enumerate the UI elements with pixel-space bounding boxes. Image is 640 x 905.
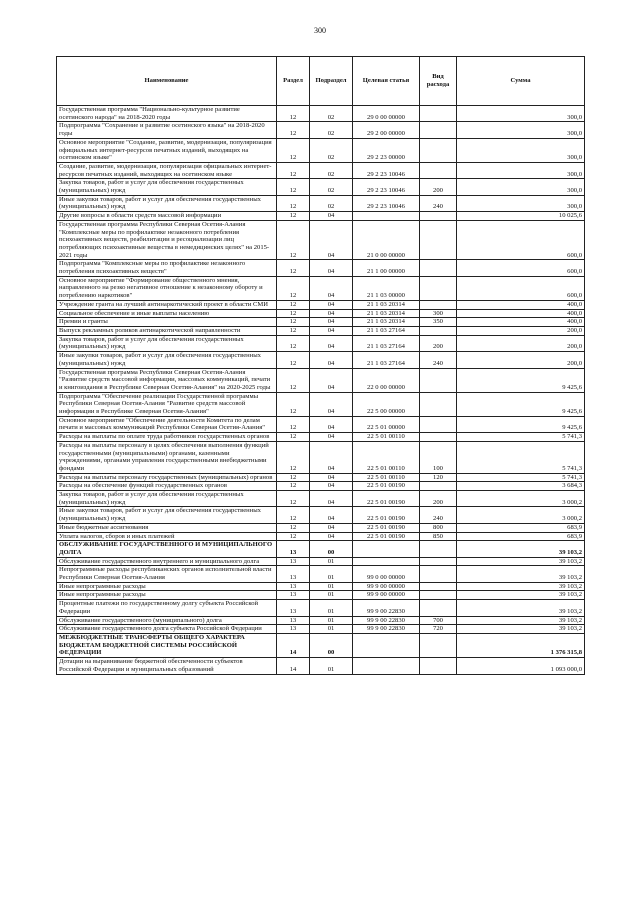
header-vid: Вид расхода bbox=[420, 57, 457, 106]
row-name: Дотации на выравнивание бюджетной обеспеченности субъектов Российской Федерации и муниципальных образований bbox=[57, 658, 277, 674]
row-razdel: 12 bbox=[277, 309, 310, 318]
row-razdel: 13 bbox=[277, 541, 310, 557]
row-name: Создание, развитие, модернизация, популяризация официальных интернет-ресурсов печатных изданий, выходящих на осетинском языке bbox=[57, 162, 277, 178]
header-razdel: Раздел bbox=[277, 57, 310, 106]
row-podrazdel: 04 bbox=[310, 523, 353, 532]
row-podrazdel: 04 bbox=[310, 491, 353, 507]
row-name: Закупка товаров, работ и услуг для обеспечения государственных (муниципальных) нужд bbox=[57, 179, 277, 195]
row-sum: 200,0 bbox=[457, 352, 585, 368]
row-vid bbox=[420, 276, 457, 300]
row-podrazdel: 01 bbox=[310, 625, 353, 634]
row-razdel: 12 bbox=[277, 300, 310, 309]
row-sum: 300,0 bbox=[457, 122, 585, 138]
table-row bbox=[57, 138, 585, 162]
row-name: Подпрограмма "Комплексные меры по профилактике незаконного потребления психоактивных веществ" bbox=[57, 260, 277, 276]
row-target: 29 2 23 00000 bbox=[353, 138, 420, 162]
row-vid: 800 bbox=[420, 523, 457, 532]
row-sum: 400,0 bbox=[457, 300, 585, 309]
row-razdel: 12 bbox=[277, 260, 310, 276]
row-vid bbox=[420, 658, 457, 674]
row-podrazdel: 01 bbox=[310, 658, 353, 674]
row-vid: 300 bbox=[420, 309, 457, 318]
header-podrazdel: Подраздел bbox=[310, 57, 353, 106]
row-razdel: 12 bbox=[277, 335, 310, 351]
row-name: Расходы на выплаты по оплате труда работников государственных органов bbox=[57, 433, 277, 442]
row-razdel: 12 bbox=[277, 326, 310, 335]
row-sum: 400,0 bbox=[457, 309, 585, 318]
page-number: 300 bbox=[314, 26, 326, 35]
row-razdel: 13 bbox=[277, 625, 310, 634]
row-podrazdel: 04 bbox=[310, 507, 353, 523]
row-target bbox=[353, 634, 420, 658]
table-row bbox=[57, 309, 585, 318]
row-target: 21 1 03 00000 bbox=[353, 276, 420, 300]
table-row bbox=[57, 220, 585, 260]
row-name: Основное мероприятие "Создание, развитие, модернизация, популяризация официальных интернет-ресурсов печатных изданий, выходящих на осетинском языке" bbox=[57, 138, 277, 162]
row-target: 21 1 03 20314 bbox=[353, 309, 420, 318]
row-podrazdel: 04 bbox=[310, 433, 353, 442]
row-podrazdel: 04 bbox=[310, 326, 353, 335]
row-name: Непрограммные расходы республиканских органов исполнительной власти Республики Северная Осетия-Алания bbox=[57, 566, 277, 582]
row-sum: 200,0 bbox=[457, 335, 585, 351]
row-podrazdel: 04 bbox=[310, 352, 353, 368]
row-target: 21 1 03 20314 bbox=[353, 318, 420, 327]
row-vid: 240 bbox=[420, 507, 457, 523]
row-sum: 5 741,3 bbox=[457, 473, 585, 482]
row-sum: 5 741,3 bbox=[457, 433, 585, 442]
row-podrazdel: 04 bbox=[310, 392, 353, 416]
row-vid bbox=[420, 566, 457, 582]
row-sum: 300,0 bbox=[457, 106, 585, 122]
row-razdel: 12 bbox=[277, 416, 310, 432]
table-row bbox=[57, 482, 585, 491]
row-sum: 10 025,6 bbox=[457, 212, 585, 221]
row-name: Государственная программа Республики Северная Осетия-Алания "Развитие средств массовой информации, массовых коммуникаций, печати и книгоиздания в Республике Северная Осетия-Алания" на 2020-2025 годы bbox=[57, 368, 277, 392]
row-name: Другие вопросы в области средств массовой информации bbox=[57, 212, 277, 221]
row-target: 21 1 03 27164 bbox=[353, 335, 420, 351]
row-sum: 39 103,2 bbox=[457, 600, 585, 616]
row-razdel: 12 bbox=[277, 352, 310, 368]
table-row bbox=[57, 616, 585, 625]
row-razdel: 12 bbox=[277, 162, 310, 178]
row-sum: 1 376 315,8 bbox=[457, 634, 585, 658]
row-razdel: 12 bbox=[277, 491, 310, 507]
row-vid: 240 bbox=[420, 352, 457, 368]
row-razdel: 12 bbox=[277, 212, 310, 221]
row-razdel: 14 bbox=[277, 634, 310, 658]
row-podrazdel: 02 bbox=[310, 162, 353, 178]
row-vid bbox=[420, 433, 457, 442]
row-podrazdel: 04 bbox=[310, 441, 353, 473]
row-target: 99 9 00 22830 bbox=[353, 616, 420, 625]
header-target: Целевая статья bbox=[353, 57, 420, 106]
row-name: Расходы на обеспечение функций государственных органов bbox=[57, 482, 277, 491]
row-vid bbox=[420, 591, 457, 600]
header-sum: Сумма bbox=[457, 57, 585, 106]
row-razdel: 13 bbox=[277, 591, 310, 600]
row-target: 22 5 01 00000 bbox=[353, 416, 420, 432]
row-podrazdel: 02 bbox=[310, 195, 353, 211]
table-row bbox=[57, 591, 585, 600]
row-razdel: 14 bbox=[277, 658, 310, 674]
row-sum: 9 425,6 bbox=[457, 392, 585, 416]
row-sum: 300,0 bbox=[457, 138, 585, 162]
row-target: 22 5 01 00110 bbox=[353, 473, 420, 482]
row-razdel: 12 bbox=[277, 195, 310, 211]
table-row bbox=[57, 532, 585, 541]
row-razdel: 13 bbox=[277, 600, 310, 616]
row-target: 22 5 01 00190 bbox=[353, 482, 420, 491]
row-podrazdel: 04 bbox=[310, 276, 353, 300]
row-name: МЕЖБЮДЖЕТНЫЕ ТРАНСФЕРТЫ ОБЩЕГО ХАРАКТЕРА БЮДЖЕТАМ БЮДЖЕТНОЙ СИСТЕМЫ РОССИЙСКОЙ ФЕДЕРАЦИИ bbox=[57, 634, 277, 658]
row-sum: 683,9 bbox=[457, 532, 585, 541]
row-name: Иные закупки товаров, работ и услуг для обеспечения государственных (муниципальных) нужд bbox=[57, 507, 277, 523]
row-target: 22 5 01 00190 bbox=[353, 491, 420, 507]
row-name: Закупка товаров, работ и услуг для обеспечения государственных (муниципальных) нужд bbox=[57, 335, 277, 351]
row-target: 29 2 23 10046 bbox=[353, 162, 420, 178]
row-sum: 600,0 bbox=[457, 220, 585, 260]
row-sum: 300,0 bbox=[457, 179, 585, 195]
row-podrazdel: 01 bbox=[310, 591, 353, 600]
row-razdel: 12 bbox=[277, 106, 310, 122]
row-target: 22 5 00 00000 bbox=[353, 392, 420, 416]
row-razdel: 12 bbox=[277, 276, 310, 300]
row-razdel: 12 bbox=[277, 392, 310, 416]
row-name: Государственная программа "Национально-культурное развитие осетинского народа" на 2018-2020 годы bbox=[57, 106, 277, 122]
row-sum: 39 103,2 bbox=[457, 582, 585, 591]
row-podrazdel: 04 bbox=[310, 220, 353, 260]
row-podrazdel: 04 bbox=[310, 260, 353, 276]
row-sum: 200,0 bbox=[457, 326, 585, 335]
row-podrazdel: 04 bbox=[310, 532, 353, 541]
row-name: Иные закупки товаров, работ и услуг для обеспечения государственных (муниципальных) нужд bbox=[57, 352, 277, 368]
row-podrazdel: 04 bbox=[310, 318, 353, 327]
row-podrazdel: 04 bbox=[310, 482, 353, 491]
row-sum: 3 684,3 bbox=[457, 482, 585, 491]
row-target bbox=[353, 557, 420, 566]
row-name: Иные закупки товаров, работ и услуг для обеспечения государственных (муниципальных) нужд bbox=[57, 195, 277, 211]
row-podrazdel: 01 bbox=[310, 616, 353, 625]
table-row bbox=[57, 600, 585, 616]
row-sum: 3 000,2 bbox=[457, 507, 585, 523]
row-podrazdel: 00 bbox=[310, 541, 353, 557]
row-name: Подпрограмма "Сохранение и развитие осетинского языка" на 2018-2020 годы bbox=[57, 122, 277, 138]
row-name: Премии и гранты bbox=[57, 318, 277, 327]
row-podrazdel: 04 bbox=[310, 309, 353, 318]
row-name: Обслуживание государственного внутреннего и муниципального долга bbox=[57, 557, 277, 566]
row-name: Уплата налогов, сборов и иных платежей bbox=[57, 532, 277, 541]
row-razdel: 13 bbox=[277, 582, 310, 591]
table-row bbox=[57, 300, 585, 309]
row-target: 99 9 00 00000 bbox=[353, 582, 420, 591]
row-razdel: 12 bbox=[277, 179, 310, 195]
row-sum: 39 103,2 bbox=[457, 616, 585, 625]
row-target: 21 1 03 27164 bbox=[353, 352, 420, 368]
row-target: 29 0 00 00000 bbox=[353, 106, 420, 122]
row-vid bbox=[420, 300, 457, 309]
row-podrazdel: 02 bbox=[310, 122, 353, 138]
table-row bbox=[57, 335, 585, 351]
row-razdel: 12 bbox=[277, 138, 310, 162]
row-sum: 300,0 bbox=[457, 195, 585, 211]
row-razdel: 12 bbox=[277, 368, 310, 392]
table-row bbox=[57, 634, 585, 658]
table-row bbox=[57, 368, 585, 392]
table-row bbox=[57, 318, 585, 327]
table-row bbox=[57, 122, 585, 138]
row-razdel: 12 bbox=[277, 473, 310, 482]
row-sum: 400,0 bbox=[457, 318, 585, 327]
row-sum: 39 103,2 bbox=[457, 557, 585, 566]
row-target: 21 1 00 00000 bbox=[353, 260, 420, 276]
row-sum: 600,0 bbox=[457, 260, 585, 276]
table-row bbox=[57, 352, 585, 368]
row-name: Расходы на выплаты персоналу в целях обеспечения выполнения функций государственными (муниципальными) органами, казенными учреждениями, органами управления государственными внебюджетными фондами bbox=[57, 441, 277, 473]
row-vid bbox=[420, 634, 457, 658]
row-vid bbox=[420, 326, 457, 335]
table-row bbox=[57, 416, 585, 432]
row-sum: 39 103,2 bbox=[457, 625, 585, 634]
row-target: 22 5 01 00110 bbox=[353, 441, 420, 473]
row-vid bbox=[420, 212, 457, 221]
row-name: Обслуживание государственного (муниципального) долга bbox=[57, 616, 277, 625]
row-vid bbox=[420, 220, 457, 260]
table-row bbox=[57, 473, 585, 482]
row-sum: 39 103,2 bbox=[457, 541, 585, 557]
table-row bbox=[57, 557, 585, 566]
row-razdel: 12 bbox=[277, 532, 310, 541]
table-row bbox=[57, 441, 585, 473]
row-name: Обслуживание государственного долга субъекта Российской Федерации bbox=[57, 625, 277, 634]
row-razdel: 12 bbox=[277, 441, 310, 473]
row-name: Учреждение гранта на лучший антинаркотический проект в области СМИ bbox=[57, 300, 277, 309]
row-podrazdel: 01 bbox=[310, 557, 353, 566]
row-sum: 3 000,2 bbox=[457, 491, 585, 507]
table-row bbox=[57, 566, 585, 582]
row-name: Иные непрограммные расходы bbox=[57, 582, 277, 591]
row-vid bbox=[420, 122, 457, 138]
row-target: 29 2 23 10046 bbox=[353, 195, 420, 211]
row-target bbox=[353, 212, 420, 221]
row-vid bbox=[420, 392, 457, 416]
row-razdel: 12 bbox=[277, 122, 310, 138]
row-vid bbox=[420, 162, 457, 178]
row-podrazdel: 04 bbox=[310, 416, 353, 432]
row-podrazdel: 01 bbox=[310, 566, 353, 582]
row-name: Иные бюджетные ассигнования bbox=[57, 523, 277, 532]
header-name: Наименование bbox=[57, 57, 277, 106]
row-target: 99 9 00 22830 bbox=[353, 625, 420, 634]
row-target: 99 9 00 00000 bbox=[353, 591, 420, 600]
row-target: 99 9 00 22830 bbox=[353, 600, 420, 616]
row-vid bbox=[420, 138, 457, 162]
row-sum: 5 741,3 bbox=[457, 441, 585, 473]
row-name: Социальное обеспечение и иные выплаты населению bbox=[57, 309, 277, 318]
row-podrazdel: 00 bbox=[310, 634, 353, 658]
row-podrazdel: 04 bbox=[310, 368, 353, 392]
table-header-row bbox=[57, 57, 585, 106]
row-podrazdel: 02 bbox=[310, 179, 353, 195]
row-podrazdel: 04 bbox=[310, 335, 353, 351]
row-podrazdel: 04 bbox=[310, 212, 353, 221]
row-razdel: 12 bbox=[277, 433, 310, 442]
table-row bbox=[57, 179, 585, 195]
row-razdel: 12 bbox=[277, 507, 310, 523]
row-razdel: 12 bbox=[277, 482, 310, 491]
row-sum: 9 425,6 bbox=[457, 368, 585, 392]
row-target: 29 2 23 10046 bbox=[353, 179, 420, 195]
table-row bbox=[57, 541, 585, 557]
row-podrazdel: 01 bbox=[310, 582, 353, 591]
row-vid bbox=[420, 368, 457, 392]
budget-table bbox=[56, 56, 585, 675]
table-row bbox=[57, 326, 585, 335]
row-name: Основное мероприятие "Обеспечение деятельности Комитета по делам печати и массовых коммуникаций Республики Северная Осетия-Алания" bbox=[57, 416, 277, 432]
row-sum: 39 103,2 bbox=[457, 566, 585, 582]
row-sum: 600,0 bbox=[457, 276, 585, 300]
row-vid: 200 bbox=[420, 179, 457, 195]
table-row bbox=[57, 162, 585, 178]
row-vid: 100 bbox=[420, 441, 457, 473]
table-row bbox=[57, 625, 585, 634]
row-razdel: 13 bbox=[277, 557, 310, 566]
row-podrazdel: 04 bbox=[310, 473, 353, 482]
row-name: ОБСЛУЖИВАНИЕ ГОСУДАРСТВЕННОГО И МУНИЦИПАЛЬНОГО ДОЛГА bbox=[57, 541, 277, 557]
row-vid: 200 bbox=[420, 335, 457, 351]
row-target: 22 5 01 00190 bbox=[353, 523, 420, 532]
row-target: 22 5 01 00110 bbox=[353, 433, 420, 442]
table-body bbox=[57, 106, 585, 675]
table-row bbox=[57, 276, 585, 300]
row-vid bbox=[420, 260, 457, 276]
row-target: 22 5 01 00190 bbox=[353, 507, 420, 523]
table-row bbox=[57, 195, 585, 211]
table-row bbox=[57, 260, 585, 276]
table-row bbox=[57, 433, 585, 442]
row-sum: 9 425,6 bbox=[457, 416, 585, 432]
table-row bbox=[57, 392, 585, 416]
table-row bbox=[57, 582, 585, 591]
row-vid bbox=[420, 482, 457, 491]
row-name: Иные непрограммные расходы bbox=[57, 591, 277, 600]
row-vid bbox=[420, 557, 457, 566]
row-target: 22 0 00 00000 bbox=[353, 368, 420, 392]
table-row bbox=[57, 507, 585, 523]
row-vid: 200 bbox=[420, 491, 457, 507]
row-podrazdel: 01 bbox=[310, 600, 353, 616]
table-row bbox=[57, 523, 585, 532]
row-name: Расходы на выплаты персоналу государственных (муниципальных) органов bbox=[57, 473, 277, 482]
row-sum: 39 103,2 bbox=[457, 591, 585, 600]
row-vid: 350 bbox=[420, 318, 457, 327]
row-target: 21 1 03 27164 bbox=[353, 326, 420, 335]
row-razdel: 12 bbox=[277, 220, 310, 260]
row-target bbox=[353, 658, 420, 674]
row-target: 22 5 01 00190 bbox=[353, 532, 420, 541]
row-vid bbox=[420, 416, 457, 432]
row-target: 99 0 00 00000 bbox=[353, 566, 420, 582]
table-row bbox=[57, 491, 585, 507]
row-name: Выпуск рекламных роликов антинаркотической направленности bbox=[57, 326, 277, 335]
row-sum: 300,0 bbox=[457, 162, 585, 178]
row-target: 21 1 03 20314 bbox=[353, 300, 420, 309]
row-vid: 700 bbox=[420, 616, 457, 625]
row-name: Закупка товаров, работ и услуг для обеспечения государственных (муниципальных) нужд bbox=[57, 491, 277, 507]
row-podrazdel: 02 bbox=[310, 138, 353, 162]
row-razdel: 12 bbox=[277, 523, 310, 532]
row-podrazdel: 02 bbox=[310, 106, 353, 122]
row-vid: 850 bbox=[420, 532, 457, 541]
row-vid bbox=[420, 541, 457, 557]
row-name: Государственная программа Республики Северная Осетия-Алания "Комплексные меры по профилактике незаконного потребления психоактивных веществ, реабилитации и ресоциализации лиц потребляющих психоактивные вещества в немедицинских целях" на 2015-2021 годы bbox=[57, 220, 277, 260]
row-name: Подпрограмма "Обеспечение реализации Государственной программы Республики Северная Осетия-Алания "Развитие средств массовой информации в Республике Северная Осетия-Алания" bbox=[57, 392, 277, 416]
table-row bbox=[57, 212, 585, 221]
row-vid bbox=[420, 600, 457, 616]
row-vid bbox=[420, 106, 457, 122]
row-vid: 120 bbox=[420, 473, 457, 482]
table-row bbox=[57, 106, 585, 122]
row-razdel: 13 bbox=[277, 616, 310, 625]
row-razdel: 12 bbox=[277, 318, 310, 327]
row-vid: 240 bbox=[420, 195, 457, 211]
row-vid bbox=[420, 582, 457, 591]
row-vid: 720 bbox=[420, 625, 457, 634]
table-row bbox=[57, 658, 585, 674]
row-target bbox=[353, 541, 420, 557]
row-sum: 1 093 000,0 bbox=[457, 658, 585, 674]
row-target: 21 0 00 00000 bbox=[353, 220, 420, 260]
row-podrazdel: 04 bbox=[310, 300, 353, 309]
row-target: 29 2 00 00000 bbox=[353, 122, 420, 138]
row-name: Процентные платежи по государственному долгу субъекта Российской Федерации bbox=[57, 600, 277, 616]
row-sum: 683,9 bbox=[457, 523, 585, 532]
row-name: Основное мероприятие "Формирование общественного мнения, направленного на резко негативное отношение к незаконному обороту и потреблению наркотиков" bbox=[57, 276, 277, 300]
row-razdel: 13 bbox=[277, 566, 310, 582]
